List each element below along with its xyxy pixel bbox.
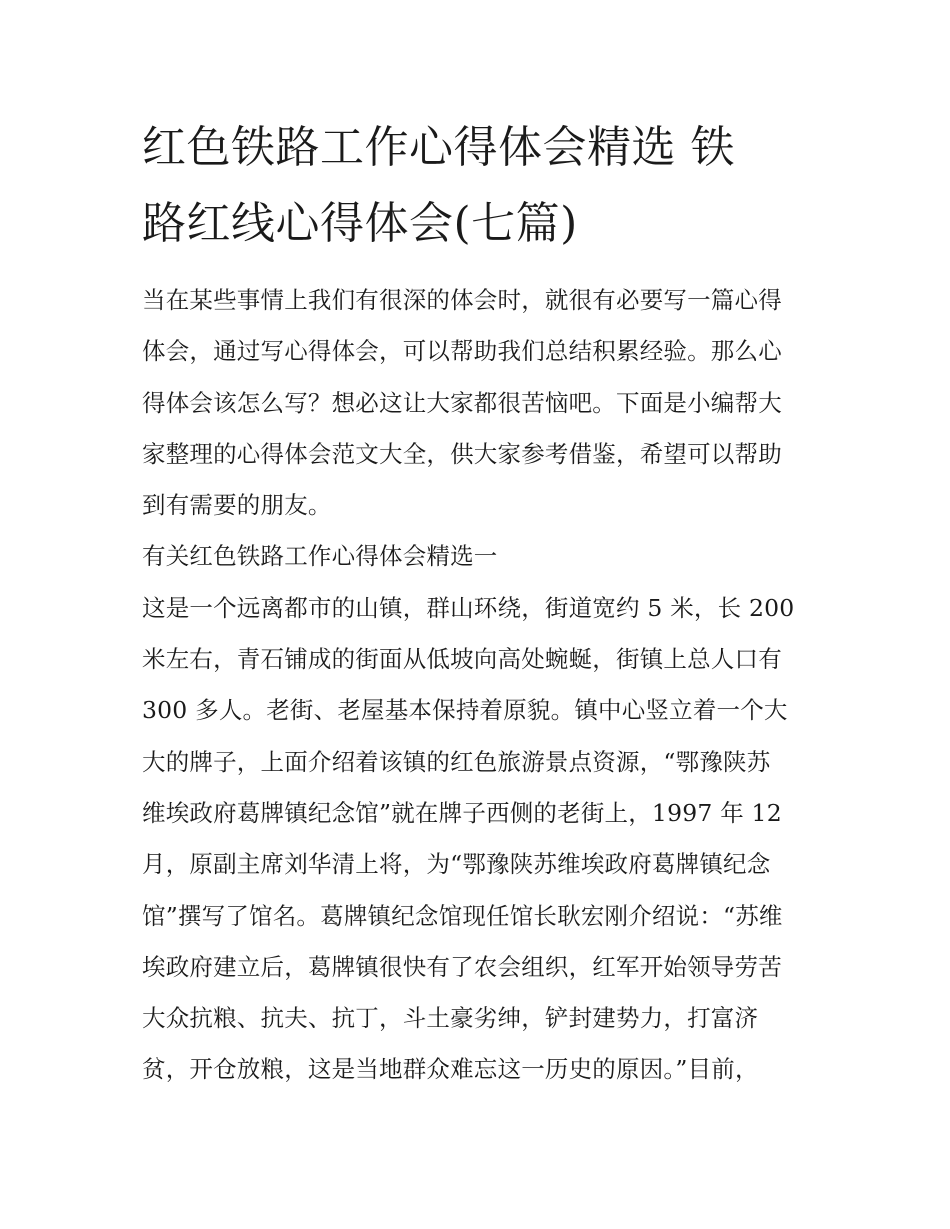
title-line: 红色铁路工作心得体会精选 铁 — [142, 122, 735, 173]
body-line: 米左右，青石铺成的街面从低坡向高处蜿蜒，街镇上总人口有 — [142, 645, 782, 674]
body-line: 到有需要的朋友。 — [142, 491, 332, 520]
body-line: 当在某些事情上我们有很深的体会时，就很有必要写一篇心得 — [142, 286, 782, 314]
body-line: 大的牌子，上面介绍着该镇的红色旅游景点资源，“鄂豫陕苏 — [142, 747, 771, 776]
body-line: 贫，开仓放粮，这是当地群众难忘这一历史的原因。”目前， — [142, 1055, 759, 1084]
body-line: 体会，通过写心得体会，可以帮助我们总结积累经验。那么心 — [142, 337, 782, 366]
section-heading: 有关红色铁路工作心得体会精选一 — [142, 542, 498, 571]
body-line: 这是一个远离都市的山镇，群山环绕，街道宽约 5 米，长 200 — [142, 593, 795, 622]
body-line: 埃政府建立后，葛牌镇很快有了农会组织，红军开始领导劳苦 — [142, 952, 782, 981]
body-line: 维埃政府葛牌镇纪念馆”就在牌子西侧的老街上，1997 年 12 — [142, 798, 782, 827]
body-line: 馆”撰写了馆名。葛牌镇纪念馆现任馆长耿宏刚介绍说：“苏维 — [142, 901, 783, 930]
body-line: 家整理的心得体会范文大全，供大家参考借鉴，希望可以帮助 — [142, 439, 782, 468]
body-line: 300 多人。老街、老屋基本保持着原貌。镇中心竖立着一个大 — [142, 696, 788, 725]
body-line: 得体会该怎么写？想必这让大家都很苦恼吧。下面是小编帮大 — [142, 388, 782, 417]
document-body — [142, 278, 822, 1099]
body-line: 月，原副主席刘华清上将，为“鄂豫陕苏维埃政府葛牌镇纪念 — [142, 850, 771, 879]
title-line: 路红线心得体会(七篇) — [142, 198, 578, 249]
body-line: 大众抗粮、抗夫、抗丁，斗土豪劣绅，铲封建势力，打富济 — [142, 1004, 759, 1033]
document-title — [142, 110, 822, 262]
